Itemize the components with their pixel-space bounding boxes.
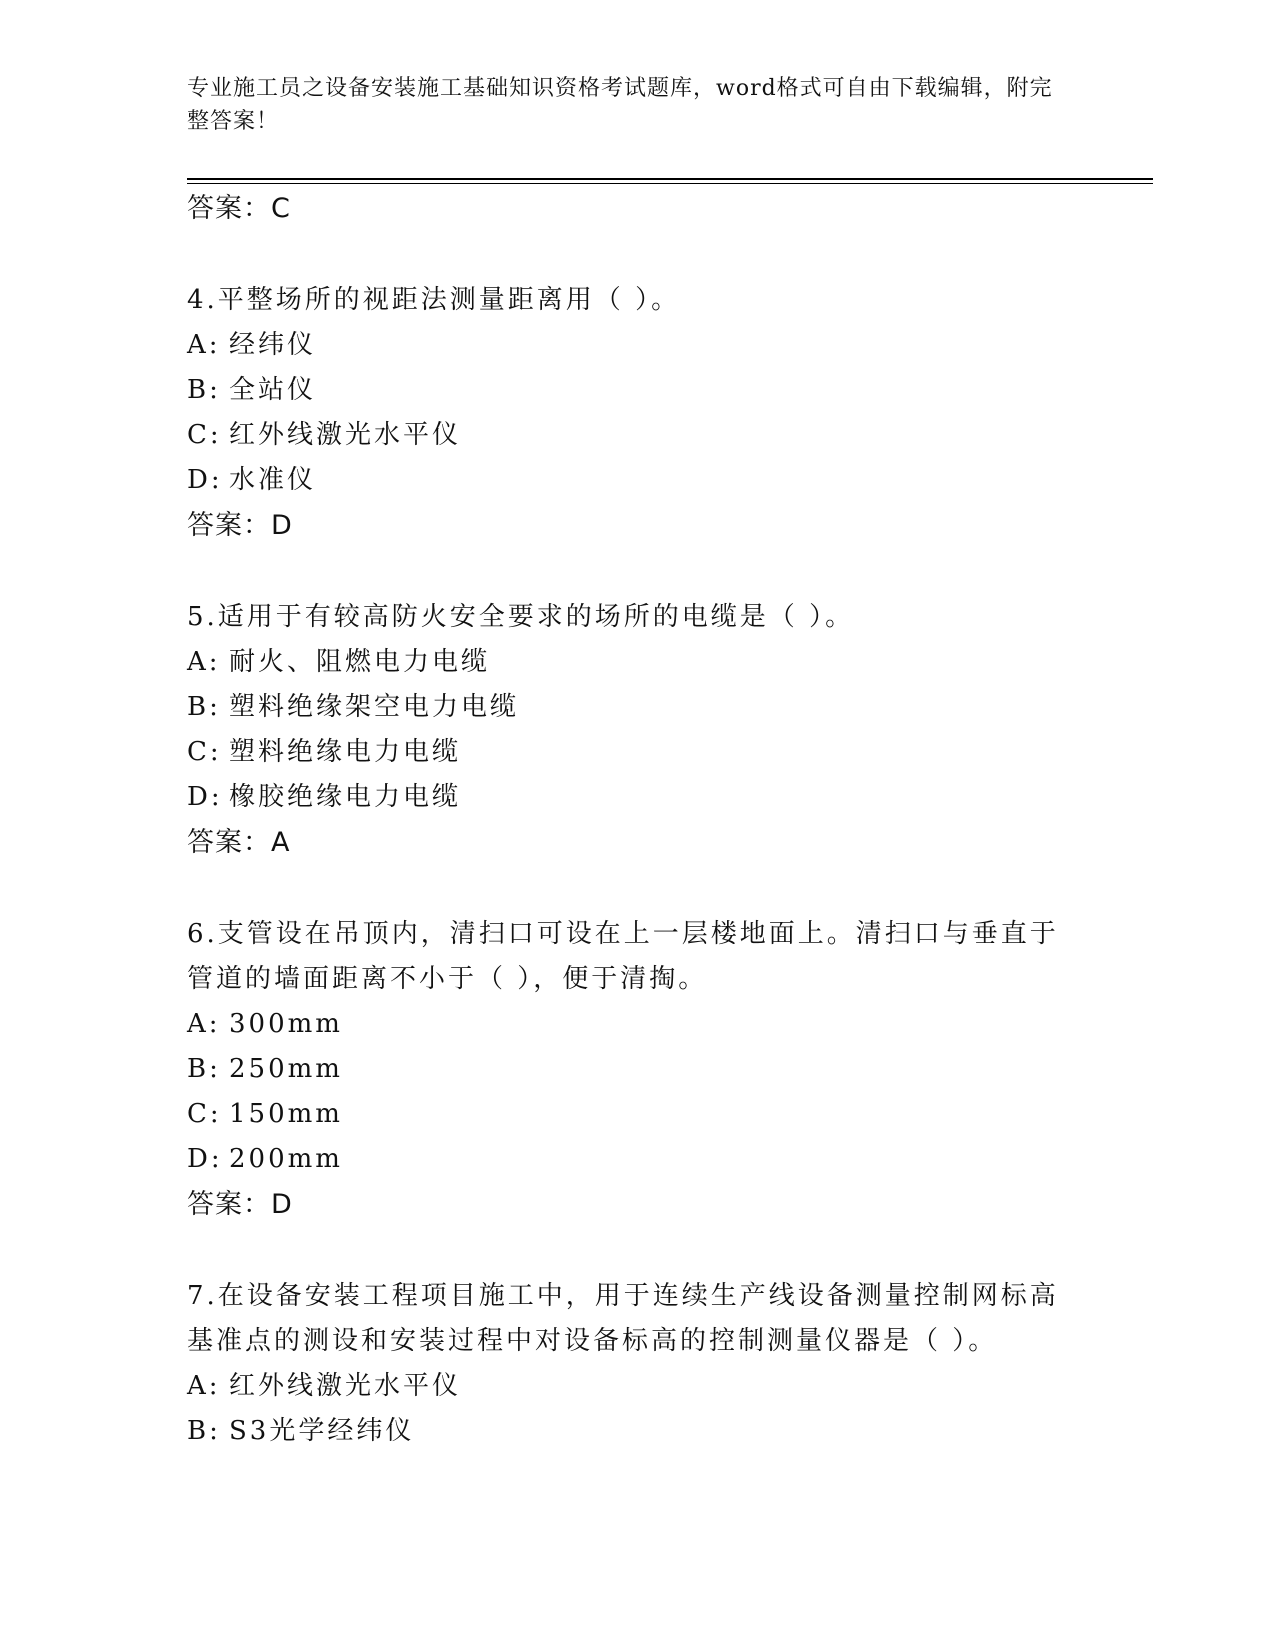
- option-b: [187, 1409, 1087, 1454]
- option-letter: C:: [187, 420, 222, 450]
- option-text: 橡胶绝缘电力电缆: [229, 782, 462, 812]
- option-letter: A:: [187, 1009, 221, 1039]
- question-stem: 7.在设备安装工程项目施工中，用于连续生产线设备测量控制网标高基准点的测设和安装过程中对设备标高的控制测量仪器是（ ）。: [187, 1281, 1059, 1356]
- answer: 答案：D: [187, 1189, 293, 1220]
- option-letter: D:: [187, 782, 223, 812]
- option-a: [187, 640, 1087, 685]
- option-text: 红外线激光水平仪: [229, 420, 462, 450]
- option-text: 塑料绝缘架空电力电缆: [229, 692, 520, 722]
- option-text: S3光学经纬仪: [229, 1416, 415, 1446]
- option-a: [187, 1364, 1087, 1409]
- header-rule-thin: [187, 183, 1153, 184]
- question-4: [187, 278, 1087, 548]
- answer-prev-question: 答案：C: [187, 193, 291, 224]
- spacer: [187, 1227, 1087, 1274]
- option-letter: B:: [187, 1054, 221, 1084]
- option-text: 水准仪: [229, 465, 317, 495]
- option-b: [187, 685, 1087, 730]
- option-b: [187, 368, 1087, 413]
- option-d: [187, 775, 1087, 820]
- question-list: [187, 186, 1087, 1454]
- page-header: 专业施工员之设备安装施工基础知识资格考试题库，word格式可自由下载编辑，附完整答案！: [187, 76, 1053, 134]
- spacer: [187, 865, 1087, 912]
- option-letter: D:: [187, 1144, 223, 1174]
- option-d: [187, 458, 1087, 503]
- option-letter: A:: [187, 647, 221, 677]
- option-text: 耐火、阻燃电力电缆: [229, 647, 491, 677]
- option-text: 红外线激光水平仪: [229, 1371, 462, 1401]
- question-6: [187, 912, 1087, 1227]
- option-letter: C:: [187, 737, 222, 767]
- option-letter: B:: [187, 1416, 221, 1446]
- option-letter: A:: [187, 330, 221, 360]
- question-stem: 5.适用于有较高防火安全要求的场所的电缆是（ ）。: [187, 602, 855, 632]
- option-text: 300mm: [229, 1009, 343, 1039]
- option-c: [187, 1092, 1087, 1137]
- question-stem: 4.平整场所的视距法测量距离用（ ）。: [187, 285, 681, 315]
- option-letter: C:: [187, 1099, 222, 1129]
- option-text: 200mm: [229, 1144, 343, 1174]
- option-text: 塑料绝缘电力电缆: [229, 737, 462, 767]
- option-c: [187, 730, 1087, 775]
- header-rule-thick: [187, 178, 1153, 180]
- option-d: [187, 1137, 1087, 1182]
- question-5: [187, 595, 1087, 865]
- option-text: 150mm: [229, 1099, 343, 1129]
- question-7: [187, 1274, 1087, 1454]
- option-a: [187, 323, 1087, 368]
- option-letter: D:: [187, 465, 223, 495]
- option-text: 经纬仪: [229, 330, 317, 360]
- option-b: [187, 1047, 1087, 1092]
- option-text: 全站仪: [229, 375, 317, 405]
- option-letter: B:: [187, 692, 221, 722]
- option-letter: A:: [187, 1371, 221, 1401]
- option-letter: B:: [187, 375, 221, 405]
- answer: 答案：A: [187, 827, 291, 858]
- option-a: [187, 1002, 1087, 1047]
- option-c: [187, 413, 1087, 458]
- answer: 答案：D: [187, 510, 293, 541]
- spacer: [187, 548, 1087, 595]
- question-stem: 6.支管设在吊顶内，清扫口可设在上一层楼地面上。清扫口与垂直于管道的墙面距离不小于（ ），便于清掏。: [187, 919, 1059, 994]
- spacer: [187, 231, 1087, 278]
- option-text: 250mm: [229, 1054, 343, 1084]
